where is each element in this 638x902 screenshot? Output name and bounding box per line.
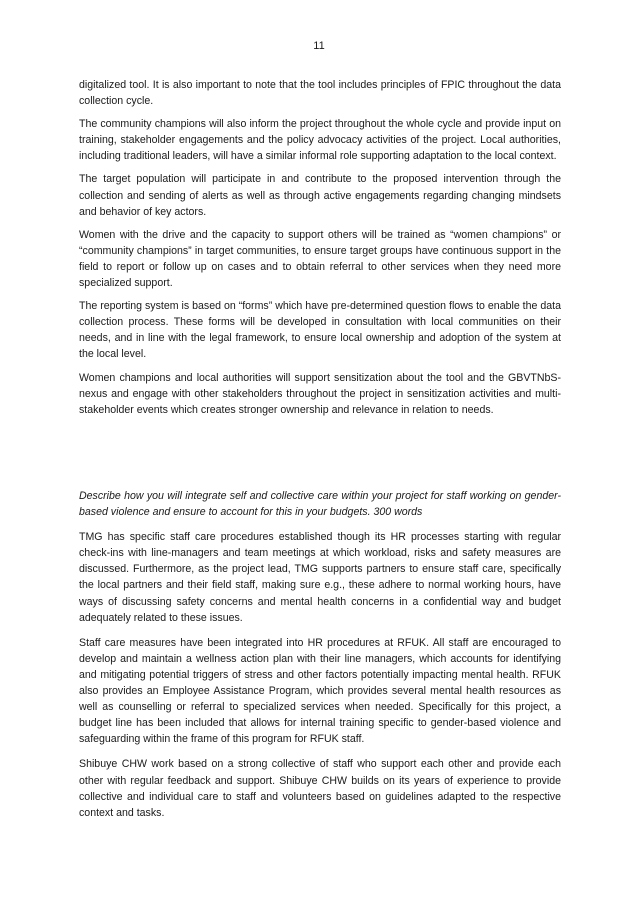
paragraph-shibuye-chw: Shibuye CHW work based on a strong collective of staff who support each other and provide each other with regular feedback and support. Shibuye CHW builds on its years of experience to provide collective and individual care to staff and volunteers based on guidelines adapted to the respective context and tasks. (79, 758, 561, 819)
self-care-section (79, 488, 561, 830)
paragraph-sensitization: Women champions and local authorities will support sensitization about the tool and the GBVTNbS-nexus and engage with other stakeholders throughout the project in sensitization activities and multi-stakeholder events which creates stronger ownership and relevance in relation to needs. (79, 371, 561, 416)
paragraph-target-population: The target population will participate in and contribute to the proposed intervention through the collection and sending of alerts as well as through active engagements regarding changing mindsets and behavior of key actors. (79, 173, 561, 218)
question-prompt: Describe how you will integrate self and collective care within your project for staff working on gender-based violence and ensure to account for this in your budgets. 300 words (79, 490, 561, 519)
paragraph-women-champions: Women with the drive and the capacity to support others will be trained as “women champions” or “community champions” in target communities, to ensure target groups have continuous support in the field to report or follow up on cases and to obtain referral to other services when they need more specialized support. (79, 228, 561, 290)
paragraph-reporting-system: The reporting system is based on “forms” which have pre-determined question flows to enable the data collection process. These forms will be developed in consultation with local communities on their needs, and in line with the legal framework, to ensure local ownership and adoption of the system at the local level. (79, 300, 561, 361)
paragraph-community-champions: The community champions will also inform the project throughout the whole cycle and provide input on training, stakeholder engagements and the policy advocacy activities of the project. Local authorities, including traditional leaders, will have a similar informal role supporting adaptation to the local context. (79, 118, 561, 163)
top-section (79, 77, 561, 425)
page-number: 11 (313, 40, 325, 52)
paragraph-continuation: digitalized tool. It is also important to note that the tool includes principles of FPIC throughout the data collection cycle. (79, 79, 561, 108)
paragraph-rfuk-staff-care: Staff care measures have been integrated into HR procedures at RFUK. All staff are encouraged to develop and maintain a wellness action plan with their line managers, which accounts for identifying and mitigating potential triggers of stress and other factors potentially impacting mental health. RFUK also provides an Employee Assistance Program, which provides several mental health resources as well as counselling or referral to specialized services when needed. Specifically for this project, a budget line has been included that allows for internal training specific to gender-based violence and safeguarding within the frame of this program for RFUK staff. (79, 636, 561, 746)
paragraph-tmg-staff-care: TMG has specific staff care procedures established though its HR processes starting with regular check-ins with line-managers and team meetings at which workload, risks and safety measures are discussed. Furthermore, as the project lead, TMG supports partners to ensure staff care, specifically the local partners and their field staff, making sure e.g., these adhere to normal working hours, have ways of discussing safety concerns and mental health concerns in a confidential way and budget adequately related to these issues. (79, 531, 561, 624)
